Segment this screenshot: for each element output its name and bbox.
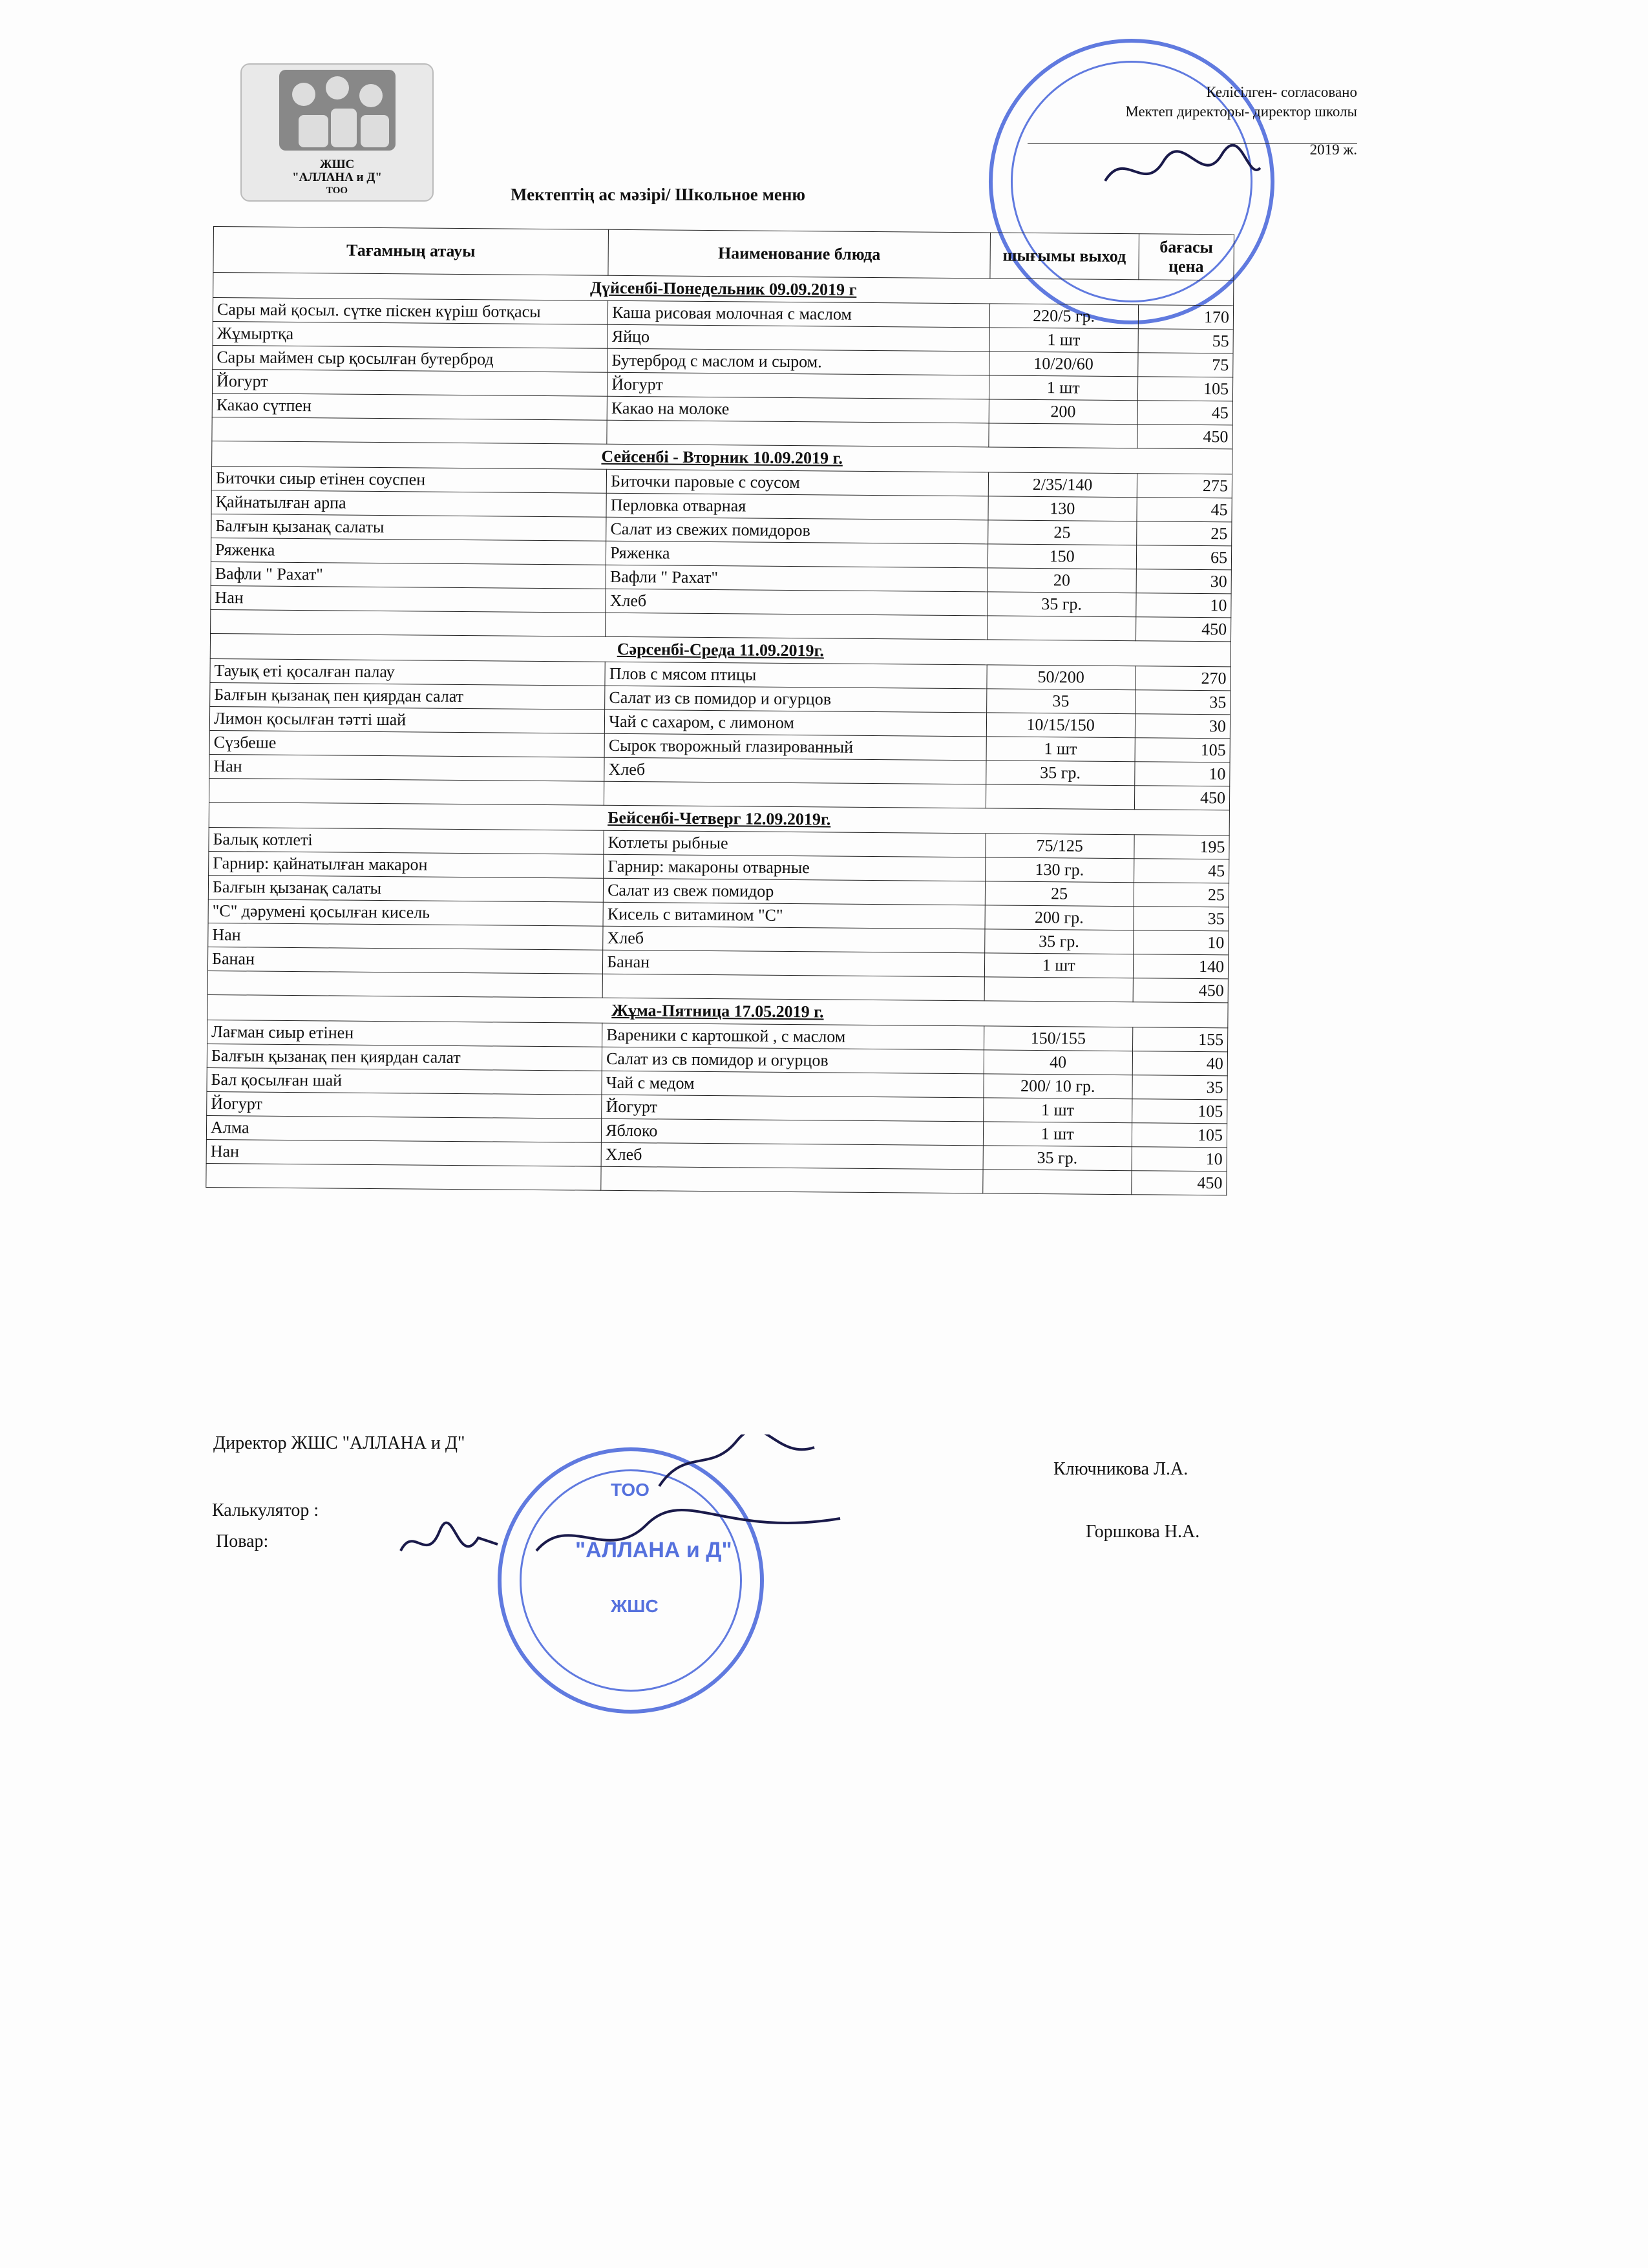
company-logo — [240, 63, 434, 202]
director-signature — [1099, 142, 1267, 200]
dish-name-kz: Нан — [206, 1139, 601, 1166]
empty-cell — [209, 778, 604, 805]
header-kz-name: Тағамның атауы — [213, 227, 609, 276]
calculator-label: Калькулятор : — [212, 1500, 319, 1520]
menu-table — [206, 226, 1234, 1195]
dish-yield: 1 шт — [984, 953, 1133, 978]
dish-name-ru: Биточки паровые с соусом — [606, 469, 988, 496]
empty-cell — [604, 781, 986, 808]
dish-price: 170 — [1138, 305, 1234, 330]
dish-yield: 200 — [989, 399, 1137, 425]
cook-label: Повар: — [216, 1531, 269, 1551]
header-ru-name: Наименование блюда — [608, 229, 990, 278]
dish-name-kz: Бал қосылған шай — [207, 1067, 602, 1095]
dish-yield: 1 шт — [983, 1122, 1132, 1147]
menu-body — [206, 273, 1234, 1195]
empty-cell — [606, 613, 988, 640]
dish-name-ru: Хлеб — [606, 589, 988, 616]
dish-name-kz: Алма — [206, 1115, 601, 1142]
dish-name-ru: Салат из св помидор и огурцов — [605, 686, 987, 713]
dish-name-ru: Каша рисовая молочная с маслом — [608, 300, 990, 328]
dish-name-ru: Какао на молоке — [607, 396, 989, 423]
document-title: Мектептің ас мәзірі/ Школьное меню — [511, 185, 806, 204]
empty-cell — [984, 977, 1133, 1002]
empty-cell — [211, 609, 606, 636]
stamp-bottom-text: ЖШС — [611, 1596, 659, 1616]
dish-price: 105 — [1137, 377, 1233, 401]
day-total: 450 — [1137, 425, 1232, 449]
dish-price: 45 — [1137, 498, 1232, 522]
dish-price: 155 — [1132, 1027, 1228, 1052]
dish-name-kz: Гарнир: қайнатылған макарон — [209, 851, 604, 878]
dish-price: 10 — [1134, 762, 1230, 786]
logo-line-3: ТОО — [326, 185, 348, 196]
dish-name-kz: Лағман сиыр етінен — [207, 1020, 602, 1047]
dish-name-ru: Бутерброд с маслом и сыром. — [607, 348, 989, 375]
table-header-row — [213, 227, 1234, 280]
dish-price: 40 — [1132, 1051, 1228, 1076]
day-title: Жұма-Пятница 17.05.2019 г. — [207, 994, 1228, 1027]
dish-yield: 50/200 — [987, 665, 1136, 690]
empty-cell — [607, 420, 989, 447]
dish-price: 105 — [1132, 1123, 1227, 1148]
dish-yield: 200/ 10 гр. — [984, 1074, 1132, 1099]
dish-name-ru: Плов с мясом птицы — [605, 662, 987, 689]
dish-name-kz: Банан — [207, 947, 602, 974]
dish-name-kz: Балғын қызанақ пен қиярдан салат — [210, 682, 605, 709]
dish-yield: 35 гр. — [984, 929, 1133, 954]
dish-yield: 130 — [988, 496, 1137, 521]
dish-name-kz: Балғын қызанақ салаты — [208, 875, 603, 902]
dish-price: 270 — [1136, 666, 1231, 691]
dish-yield: 25 — [985, 881, 1134, 907]
day-title: Бейсенбі-Четверг 12.09.2019г. — [209, 802, 1229, 835]
empty-cell — [212, 417, 607, 444]
dish-name-ru: Перловка отварная — [606, 493, 988, 520]
dish-name-ru: Хлеб — [601, 1142, 983, 1170]
day-total: 450 — [1134, 786, 1230, 810]
dish-name-ru: Яйцо — [607, 324, 989, 352]
dish-name-kz: Биточки сиыр етінен соуспен — [211, 466, 606, 493]
dish-yield: 1 шт — [989, 328, 1138, 353]
approval-line-2: Мектеп директоры- директор школы — [1125, 103, 1357, 120]
dish-price: 45 — [1137, 401, 1233, 425]
dish-name-ru: Хлеб — [604, 757, 986, 784]
dish-name-ru: Вареники с картошкой , с маслом — [602, 1023, 984, 1050]
dish-yield: 220/5 гр. — [989, 304, 1138, 329]
dish-price: 30 — [1136, 569, 1232, 594]
dish-price: 10 — [1136, 593, 1231, 618]
dish-price: 10 — [1132, 1147, 1227, 1171]
director-label: Директор ЖШС "АЛЛАНА и Д" — [213, 1433, 465, 1453]
empty-cell — [983, 1170, 1132, 1195]
dish-name-ru: Вафли " Рахат" — [606, 565, 988, 592]
empty-cell — [602, 974, 984, 1001]
dish-price: 275 — [1137, 474, 1232, 498]
children-illustration — [279, 70, 396, 151]
dish-name-ru: Гарнир: макароны отварные — [604, 854, 986, 881]
dish-yield: 10/15/150 — [986, 713, 1135, 738]
dish-yield: 35 гр. — [986, 761, 1135, 786]
dish-name-kz: Ряженка — [211, 538, 606, 565]
dish-name-ru: Яблоко — [602, 1118, 984, 1146]
dish-yield: 2/35/140 — [988, 472, 1137, 498]
empty-cell — [207, 971, 602, 998]
dish-price: 25 — [1134, 883, 1229, 907]
dish-price: 140 — [1133, 954, 1229, 979]
empty-cell — [206, 1163, 601, 1190]
day-title: Дүйсенбі-Понедельник 09.09.2019 г — [213, 273, 1234, 306]
dish-name-kz: Вафли " Рахат" — [211, 562, 606, 589]
day-total: 450 — [1133, 978, 1229, 1003]
dish-name-ru: Салат из свеж помидор — [603, 878, 985, 905]
dish-price: 75 — [1137, 353, 1233, 377]
header-yield: шығымы выход — [990, 233, 1139, 280]
dish-name-ru: Ряженка — [606, 541, 988, 568]
dish-name-kz: Нан — [211, 585, 606, 613]
dish-price: 35 — [1135, 690, 1231, 715]
day-total: 450 — [1136, 617, 1231, 642]
dish-name-kz: Нан — [208, 923, 603, 950]
dish-yield: 150/155 — [984, 1026, 1132, 1051]
dish-price: 10 — [1133, 930, 1229, 955]
dish-price: 55 — [1138, 329, 1234, 353]
dish-yield: 10/20/60 — [989, 352, 1137, 377]
approval-line-1: Келісілген- согласовано — [1206, 84, 1357, 100]
day-title: Сәрсенбі-Среда 11.09.2019г. — [210, 633, 1231, 666]
dish-yield: 35 гр. — [983, 1146, 1132, 1171]
dish-name-ru: Кисель с витамином "С" — [603, 902, 985, 929]
dish-name-kz: Лимон қосылған тәтті шай — [209, 706, 604, 733]
day-total: 450 — [1131, 1171, 1227, 1195]
dish-name-kz: Балғын қызанақ салаты — [211, 514, 606, 541]
dish-yield: 75/125 — [986, 834, 1134, 859]
empty-cell — [987, 616, 1136, 641]
dish-price: 30 — [1135, 714, 1231, 739]
empty-cell — [601, 1166, 983, 1193]
dish-name-ru: Котлеты рыбные — [604, 830, 986, 857]
empty-cell — [986, 784, 1134, 810]
dish-yield: 1 шт — [989, 375, 1137, 401]
dish-name-ru: Йогурт — [607, 372, 989, 399]
dish-price: 65 — [1136, 545, 1232, 570]
director-name: Ключникова Л.А. — [1053, 1459, 1188, 1479]
dish-name-kz: Сары маймен сыр қосылған бутерброд — [213, 345, 607, 372]
dish-name-kz: Сары май қосыл. сүтке піскен күріш ботқасы — [213, 298, 607, 325]
dish-price: 35 — [1132, 1075, 1228, 1100]
empty-cell — [989, 423, 1137, 448]
header-price: бағасы цена — [1138, 234, 1234, 280]
dish-name-ru: Салат из св помидор и огурцов — [602, 1047, 984, 1074]
dish-name-kz: Балғын қызанақ пен қиярдан салат — [207, 1044, 602, 1071]
dish-name-kz: "С" дәрумені қосылған кисель — [208, 899, 603, 926]
stamp-top-text: ТОО — [611, 1480, 650, 1500]
dish-yield: 20 — [988, 568, 1136, 593]
dish-price: 105 — [1135, 738, 1231, 762]
dish-name-kz: Жұмыртқа — [213, 321, 607, 348]
calculator-name: Горшкова Н.А. — [1086, 1522, 1200, 1542]
dish-name-ru: Сырок творожный глазированный — [604, 733, 986, 761]
dish-name-kz: Сүзбеше — [209, 730, 604, 757]
dish-yield: 35 — [986, 689, 1135, 714]
dish-yield: 25 — [988, 520, 1136, 545]
dish-name-ru: Чай с медом — [602, 1071, 984, 1098]
dish-name-kz: Йогурт — [212, 369, 607, 396]
dish-name-kz: Нан — [209, 754, 604, 781]
dish-name-ru: Хлеб — [603, 926, 985, 953]
dish-price: 105 — [1132, 1099, 1227, 1124]
dish-price: 195 — [1134, 835, 1229, 859]
logo-line-1: ЖШС — [319, 158, 355, 171]
dish-yield: 130 гр. — [985, 857, 1134, 883]
approval-year: 2019 ж. — [1309, 142, 1357, 158]
dish-name-kz: Йогурт — [207, 1091, 602, 1118]
dish-name-kz: Тауық еті қосалған палау — [210, 658, 605, 686]
logo-line-2: "АЛЛАНА и Д" — [292, 171, 382, 184]
dish-yield: 1 шт — [983, 1098, 1132, 1123]
dish-yield: 1 шт — [986, 737, 1135, 762]
dish-price: 35 — [1134, 907, 1229, 931]
dish-yield: 150 — [988, 544, 1136, 569]
dish-yield: 35 гр. — [988, 592, 1136, 617]
dish-yield: 40 — [984, 1050, 1132, 1075]
dish-name-ru: Йогурт — [602, 1095, 984, 1122]
day-title: Сейсенбі - Вторник 10.09.2019 г. — [212, 441, 1232, 474]
dish-name-kz: Балық котлеті — [209, 827, 604, 854]
stamp-middle-text: "АЛЛАНА и Д" — [575, 1538, 732, 1562]
footer-signatures — [388, 1434, 853, 1602]
dish-price: 25 — [1136, 521, 1232, 546]
dish-name-ru: Салат из свежих помидоров — [606, 517, 988, 544]
dish-name-ru: Чай с сахаром, с лимоном — [605, 709, 987, 737]
dish-name-kz: Какао сүтпен — [212, 393, 607, 420]
dish-name-kz: Қайнатылған арпа — [211, 490, 606, 517]
dish-name-ru: Банан — [603, 950, 985, 977]
dish-yield: 200 гр. — [985, 905, 1134, 930]
dish-price: 45 — [1134, 859, 1229, 883]
